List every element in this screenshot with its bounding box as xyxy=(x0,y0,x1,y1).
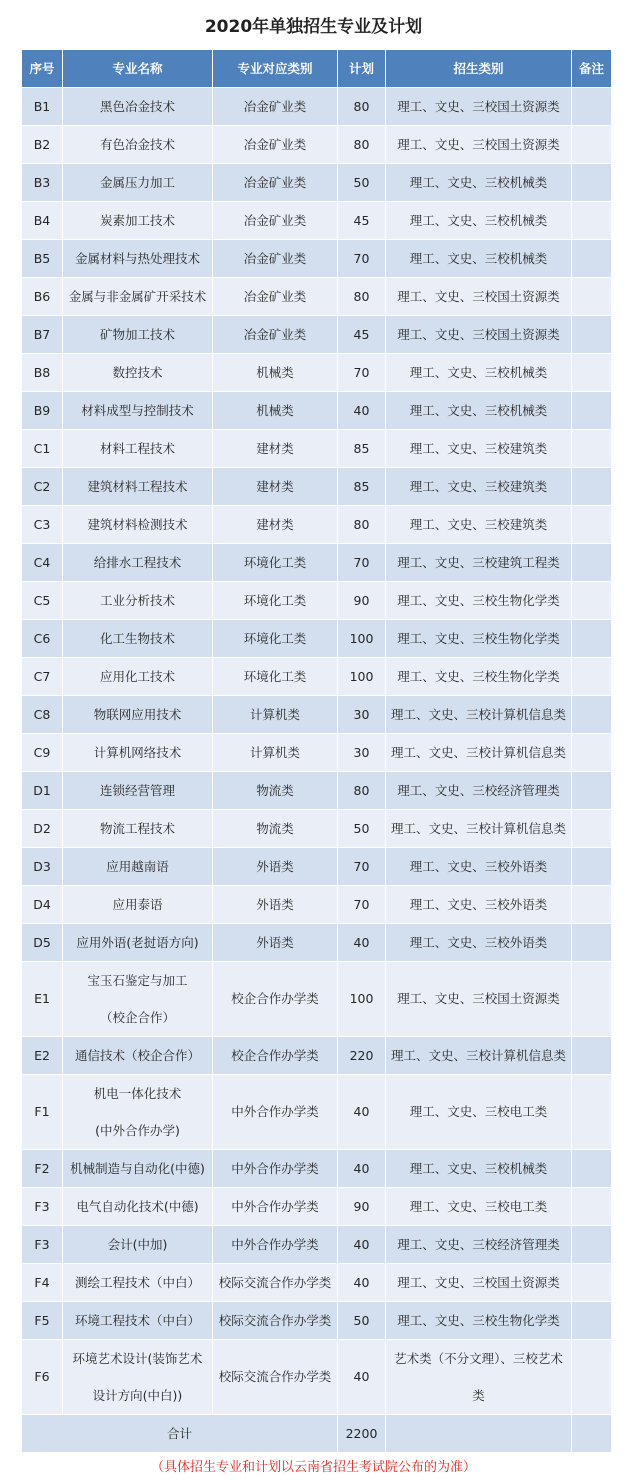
table-row xyxy=(22,1188,612,1226)
cell-id: B1 xyxy=(22,88,63,126)
cell-name: 测绘工程技术（中白） xyxy=(63,1264,213,1302)
cell-type: 理工、文史、三校建筑类 xyxy=(386,506,572,544)
cell-plan: 50 xyxy=(338,810,386,848)
cell-type: 理工、文史、三校外语类 xyxy=(386,848,572,886)
cell-type: 理工、文史、三校机械类 xyxy=(386,1150,572,1188)
cell-name: 数控技术 xyxy=(63,354,213,392)
cell-plan: 50 xyxy=(338,1302,386,1340)
cell-type: 理工、文史、三校机械类 xyxy=(386,392,572,430)
cell-plan: 80 xyxy=(338,772,386,810)
cell-note xyxy=(572,582,612,620)
cell-id: B2 xyxy=(22,126,63,164)
table-row xyxy=(22,1302,612,1340)
cell-id: C6 xyxy=(22,620,63,658)
cell-name xyxy=(63,1075,213,1150)
cell-type: 理工、文史、三校国土资源类 xyxy=(386,88,572,126)
table-row xyxy=(22,392,612,430)
cell-name: 应用泰语 xyxy=(63,886,213,924)
cell-plan: 85 xyxy=(338,468,386,506)
cell-category: 冶金矿业类 xyxy=(213,202,338,240)
header-plan: 计划 xyxy=(338,50,386,88)
table-row xyxy=(22,126,612,164)
table-row xyxy=(22,278,612,316)
cell-note xyxy=(572,506,612,544)
cell-category: 校际交流合作办学类 xyxy=(213,1340,338,1415)
cell-plan: 220 xyxy=(338,1037,386,1075)
total-value: 2200 xyxy=(338,1415,386,1453)
cell-plan: 70 xyxy=(338,354,386,392)
cell-plan: 40 xyxy=(338,1264,386,1302)
cell-id: F5 xyxy=(22,1302,63,1340)
table-row xyxy=(22,506,612,544)
cell-name: 给排水工程技术 xyxy=(63,544,213,582)
cell-note xyxy=(572,924,612,962)
cell-type: 理工、文史、三校计算机信息类 xyxy=(386,1037,572,1075)
cell-note xyxy=(572,1037,612,1075)
cell-category: 外语类 xyxy=(213,848,338,886)
cell-name: 物联网应用技术 xyxy=(63,696,213,734)
cell-plan: 45 xyxy=(338,202,386,240)
cell-note xyxy=(572,1188,612,1226)
cell-id: B6 xyxy=(22,278,63,316)
cell-plan: 40 xyxy=(338,1075,386,1150)
cell-name-line1: 环境艺术设计(装饰艺术 xyxy=(72,1351,203,1366)
cell-category: 机械类 xyxy=(213,392,338,430)
table-body xyxy=(22,88,612,1415)
cell-plan: 40 xyxy=(338,1150,386,1188)
total-row xyxy=(22,1415,612,1453)
cell-category: 冶金矿业类 xyxy=(213,240,338,278)
cell-name: 炭素加工技术 xyxy=(63,202,213,240)
cell-id: F2 xyxy=(22,1150,63,1188)
cell-note xyxy=(572,886,612,924)
page-title: 2020年单独招生专业及计划 xyxy=(204,17,423,37)
cell-category: 校企合作办学类 xyxy=(213,1037,338,1075)
cell-id: F3 xyxy=(22,1188,63,1226)
cell-type: 理工、文史、三校建筑类 xyxy=(386,430,572,468)
total-label: 合计 xyxy=(22,1415,338,1453)
cell-plan: 50 xyxy=(338,164,386,202)
cell-name: 材料工程技术 xyxy=(63,430,213,468)
cell-plan: 80 xyxy=(338,506,386,544)
cell-plan: 70 xyxy=(338,544,386,582)
cell-plan: 70 xyxy=(338,886,386,924)
cell-note xyxy=(572,88,612,126)
cell-id: C4 xyxy=(22,544,63,582)
cell-category: 校企合作办学类 xyxy=(213,962,338,1037)
table-row xyxy=(22,1037,612,1075)
cell-type: 理工、文史、三校国土资源类 xyxy=(386,962,572,1037)
cell-type-line2: 类 xyxy=(472,1388,485,1403)
header-type: 招生类别 xyxy=(386,50,572,88)
cell-note xyxy=(572,316,612,354)
cell-id: C1 xyxy=(22,430,63,468)
cell-plan: 85 xyxy=(338,430,386,468)
cell-type: 理工、文史、三校生物化学类 xyxy=(386,1302,572,1340)
cell-id: C2 xyxy=(22,468,63,506)
cell-name xyxy=(63,1340,213,1415)
cell-id: E1 xyxy=(22,962,63,1037)
cell-category: 外语类 xyxy=(213,886,338,924)
cell-category: 冶金矿业类 xyxy=(213,316,338,354)
table-row xyxy=(22,1075,612,1150)
cell-id: F1 xyxy=(22,1075,63,1150)
cell-plan: 70 xyxy=(338,848,386,886)
cell-name: 金属材料与热处理技术 xyxy=(63,240,213,278)
table-row xyxy=(22,924,612,962)
table-row xyxy=(22,772,612,810)
cell-name-line1: 机电一体化技术 xyxy=(93,1086,182,1101)
cell-name: 会计(中加) xyxy=(63,1226,213,1264)
cell-type: 理工、文史、三校生物化学类 xyxy=(386,620,572,658)
cell-type: 理工、文史、三校机械类 xyxy=(386,240,572,278)
table-row xyxy=(22,1226,612,1264)
cell-id: F4 xyxy=(22,1264,63,1302)
table-row xyxy=(22,620,612,658)
cell-plan: 40 xyxy=(338,924,386,962)
footnote: （具体招生专业和计划以云南省招生考试院公布的为准） xyxy=(150,1460,476,1475)
cell-category: 冶金矿业类 xyxy=(213,278,338,316)
cell-name: 连锁经营管理 xyxy=(63,772,213,810)
cell-category: 中外合作办学类 xyxy=(213,1188,338,1226)
cell-note xyxy=(572,848,612,886)
header-name: 专业名称 xyxy=(63,50,213,88)
cell-note xyxy=(572,620,612,658)
table-row xyxy=(22,1150,612,1188)
table-row xyxy=(22,354,612,392)
cell-note xyxy=(572,810,612,848)
cell-id: B4 xyxy=(22,202,63,240)
cell-name: 化工生物技术 xyxy=(63,620,213,658)
header-category: 专业对应类别 xyxy=(213,50,338,88)
cell-note xyxy=(572,202,612,240)
cell-id: D4 xyxy=(22,886,63,924)
header-note: 备注 xyxy=(572,50,612,88)
total-empty-note xyxy=(572,1415,612,1453)
table-row xyxy=(22,962,612,1037)
table-row xyxy=(22,734,612,772)
cell-type: 理工、文史、三校经济管理类 xyxy=(386,1226,572,1264)
cell-note xyxy=(572,734,612,772)
cell-category: 中外合作办学类 xyxy=(213,1075,338,1150)
cell-category: 物流类 xyxy=(213,810,338,848)
table-row xyxy=(22,88,612,126)
cell-id: F6 xyxy=(22,1340,63,1415)
cell-category: 环境化工类 xyxy=(213,658,338,696)
cell-category: 环境化工类 xyxy=(213,544,338,582)
cell-id: B7 xyxy=(22,316,63,354)
cell-plan: 80 xyxy=(338,278,386,316)
table-header-row xyxy=(22,50,612,88)
cell-name: 建筑材料工程技术 xyxy=(63,468,213,506)
cell-name: 电气自动化技术(中德) xyxy=(63,1188,213,1226)
cell-category: 中外合作办学类 xyxy=(213,1226,338,1264)
cell-name-line2: 设计方向(中白)) xyxy=(92,1388,183,1403)
cell-type: 理工、文史、三校生物化学类 xyxy=(386,582,572,620)
cell-name: 金属与非金属矿开采技术 xyxy=(63,278,213,316)
cell-type: 理工、文史、三校国土资源类 xyxy=(386,278,572,316)
cell-note xyxy=(572,1150,612,1188)
cell-name: 工业分析技术 xyxy=(63,582,213,620)
table-row xyxy=(22,430,612,468)
cell-id: F3 xyxy=(22,1226,63,1264)
cell-plan: 80 xyxy=(338,88,386,126)
cell-note xyxy=(572,1264,612,1302)
cell-note xyxy=(572,392,612,430)
cell-name: 金属压力加工 xyxy=(63,164,213,202)
cell-type: 理工、文史、三校电工类 xyxy=(386,1075,572,1150)
cell-id: C3 xyxy=(22,506,63,544)
table-row xyxy=(22,886,612,924)
cell-category: 冶金矿业类 xyxy=(213,88,338,126)
cell-plan: 30 xyxy=(338,696,386,734)
cell-name: 黑色冶金技术 xyxy=(63,88,213,126)
cell-category: 计算机类 xyxy=(213,696,338,734)
cell-name: 矿物加工技术 xyxy=(63,316,213,354)
cell-note xyxy=(572,1226,612,1264)
cell-id: B5 xyxy=(22,240,63,278)
cell-plan: 90 xyxy=(338,582,386,620)
cell-category: 外语类 xyxy=(213,924,338,962)
cell-name-line1: 宝玉石鉴定与加工 xyxy=(87,973,188,988)
cell-type: 理工、文史、三校机械类 xyxy=(386,202,572,240)
cell-note xyxy=(572,430,612,468)
table-row xyxy=(22,658,612,696)
cell-type: 理工、文史、三校生物化学类 xyxy=(386,658,572,696)
cell-category: 中外合作办学类 xyxy=(213,1150,338,1188)
table-row xyxy=(22,468,612,506)
cell-name: 材料成型与控制技术 xyxy=(63,392,213,430)
cell-category: 冶金矿业类 xyxy=(213,126,338,164)
cell-note xyxy=(572,1340,612,1415)
cell-note xyxy=(572,1075,612,1150)
cell-name: 环境工程技术（中白） xyxy=(63,1302,213,1340)
cell-id: D5 xyxy=(22,924,63,962)
cell-category: 环境化工类 xyxy=(213,582,338,620)
cell-category: 建材类 xyxy=(213,506,338,544)
table-row xyxy=(22,848,612,886)
cell-type: 理工、文史、三校外语类 xyxy=(386,886,572,924)
cell-category: 冶金矿业类 xyxy=(213,164,338,202)
cell-category: 物流类 xyxy=(213,772,338,810)
table-row xyxy=(22,316,612,354)
cell-name: 建筑材料检测技术 xyxy=(63,506,213,544)
cell-name: 物流工程技术 xyxy=(63,810,213,848)
cell-note xyxy=(572,658,612,696)
table-row xyxy=(22,1340,612,1415)
cell-id: E2 xyxy=(22,1037,63,1075)
cell-type: 理工、文史、三校国土资源类 xyxy=(386,316,572,354)
cell-type: 理工、文史、三校国土资源类 xyxy=(386,1264,572,1302)
cell-plan: 90 xyxy=(338,1188,386,1226)
cell-category: 建材类 xyxy=(213,468,338,506)
enrollment-plan-table xyxy=(21,49,612,1453)
cell-note xyxy=(572,240,612,278)
cell-id: C7 xyxy=(22,658,63,696)
cell-category: 计算机类 xyxy=(213,734,338,772)
cell-name: 机械制造与自动化(中德) xyxy=(63,1150,213,1188)
header-id: 序号 xyxy=(22,50,63,88)
cell-type xyxy=(386,1340,572,1415)
cell-plan: 40 xyxy=(338,1226,386,1264)
cell-type: 理工、文史、三校计算机信息类 xyxy=(386,734,572,772)
table-row xyxy=(22,240,612,278)
table-row xyxy=(22,544,612,582)
cell-name: 应用越南语 xyxy=(63,848,213,886)
table-row xyxy=(22,696,612,734)
cell-type: 理工、文史、三校机械类 xyxy=(386,354,572,392)
cell-type: 理工、文史、三校机械类 xyxy=(386,164,572,202)
cell-note xyxy=(572,468,612,506)
cell-name: 应用外语(老挝语方向) xyxy=(63,924,213,962)
cell-plan: 30 xyxy=(338,734,386,772)
cell-name: 计算机网络技术 xyxy=(63,734,213,772)
cell-category: 建材类 xyxy=(213,430,338,468)
cell-id: D1 xyxy=(22,772,63,810)
cell-plan: 80 xyxy=(338,126,386,164)
cell-plan: 45 xyxy=(338,316,386,354)
cell-note xyxy=(572,278,612,316)
cell-type: 理工、文史、三校电工类 xyxy=(386,1188,572,1226)
cell-type: 理工、文史、三校外语类 xyxy=(386,924,572,962)
cell-note xyxy=(572,544,612,582)
cell-category: 校际交流合作办学类 xyxy=(213,1264,338,1302)
cell-note xyxy=(572,126,612,164)
cell-id: B8 xyxy=(22,354,63,392)
cell-plan: 100 xyxy=(338,620,386,658)
cell-id: C9 xyxy=(22,734,63,772)
table-row xyxy=(22,202,612,240)
table-row xyxy=(22,164,612,202)
cell-type: 理工、文史、三校建筑工程类 xyxy=(386,544,572,582)
cell-id: C5 xyxy=(22,582,63,620)
cell-note xyxy=(572,164,612,202)
cell-name-line2: （校企合作） xyxy=(99,1010,175,1025)
cell-type: 理工、文史、三校计算机信息类 xyxy=(386,810,572,848)
cell-id: B3 xyxy=(22,164,63,202)
cell-note xyxy=(572,354,612,392)
cell-type: 理工、文史、三校建筑类 xyxy=(386,468,572,506)
table-row xyxy=(22,810,612,848)
cell-category: 环境化工类 xyxy=(213,620,338,658)
cell-category: 校际交流合作办学类 xyxy=(213,1302,338,1340)
cell-note xyxy=(572,1302,612,1340)
cell-plan: 100 xyxy=(338,962,386,1037)
total-empty-type xyxy=(386,1415,572,1453)
table-row xyxy=(22,1264,612,1302)
cell-plan: 40 xyxy=(338,1340,386,1415)
cell-note xyxy=(572,696,612,734)
cell-note xyxy=(572,772,612,810)
cell-id: D3 xyxy=(22,848,63,886)
cell-name: 通信技术（校企合作） xyxy=(63,1037,213,1075)
cell-id: B9 xyxy=(22,392,63,430)
cell-name xyxy=(63,962,213,1037)
table-row xyxy=(22,582,612,620)
cell-plan: 100 xyxy=(338,658,386,696)
cell-id: C8 xyxy=(22,696,63,734)
cell-name-line2: (中外合作办学) xyxy=(95,1123,180,1138)
cell-category: 机械类 xyxy=(213,354,338,392)
cell-id: D2 xyxy=(22,810,63,848)
cell-type: 理工、文史、三校国土资源类 xyxy=(386,126,572,164)
cell-type-line1: 艺术类（不分文理）、三校艺术 xyxy=(394,1351,563,1366)
cell-plan: 70 xyxy=(338,240,386,278)
cell-type: 理工、文史、三校计算机信息类 xyxy=(386,696,572,734)
cell-plan: 40 xyxy=(338,392,386,430)
cell-name: 有色冶金技术 xyxy=(63,126,213,164)
cell-type: 理工、文史、三校经济管理类 xyxy=(386,772,572,810)
cell-note xyxy=(572,962,612,1037)
cell-name: 应用化工技术 xyxy=(63,658,213,696)
